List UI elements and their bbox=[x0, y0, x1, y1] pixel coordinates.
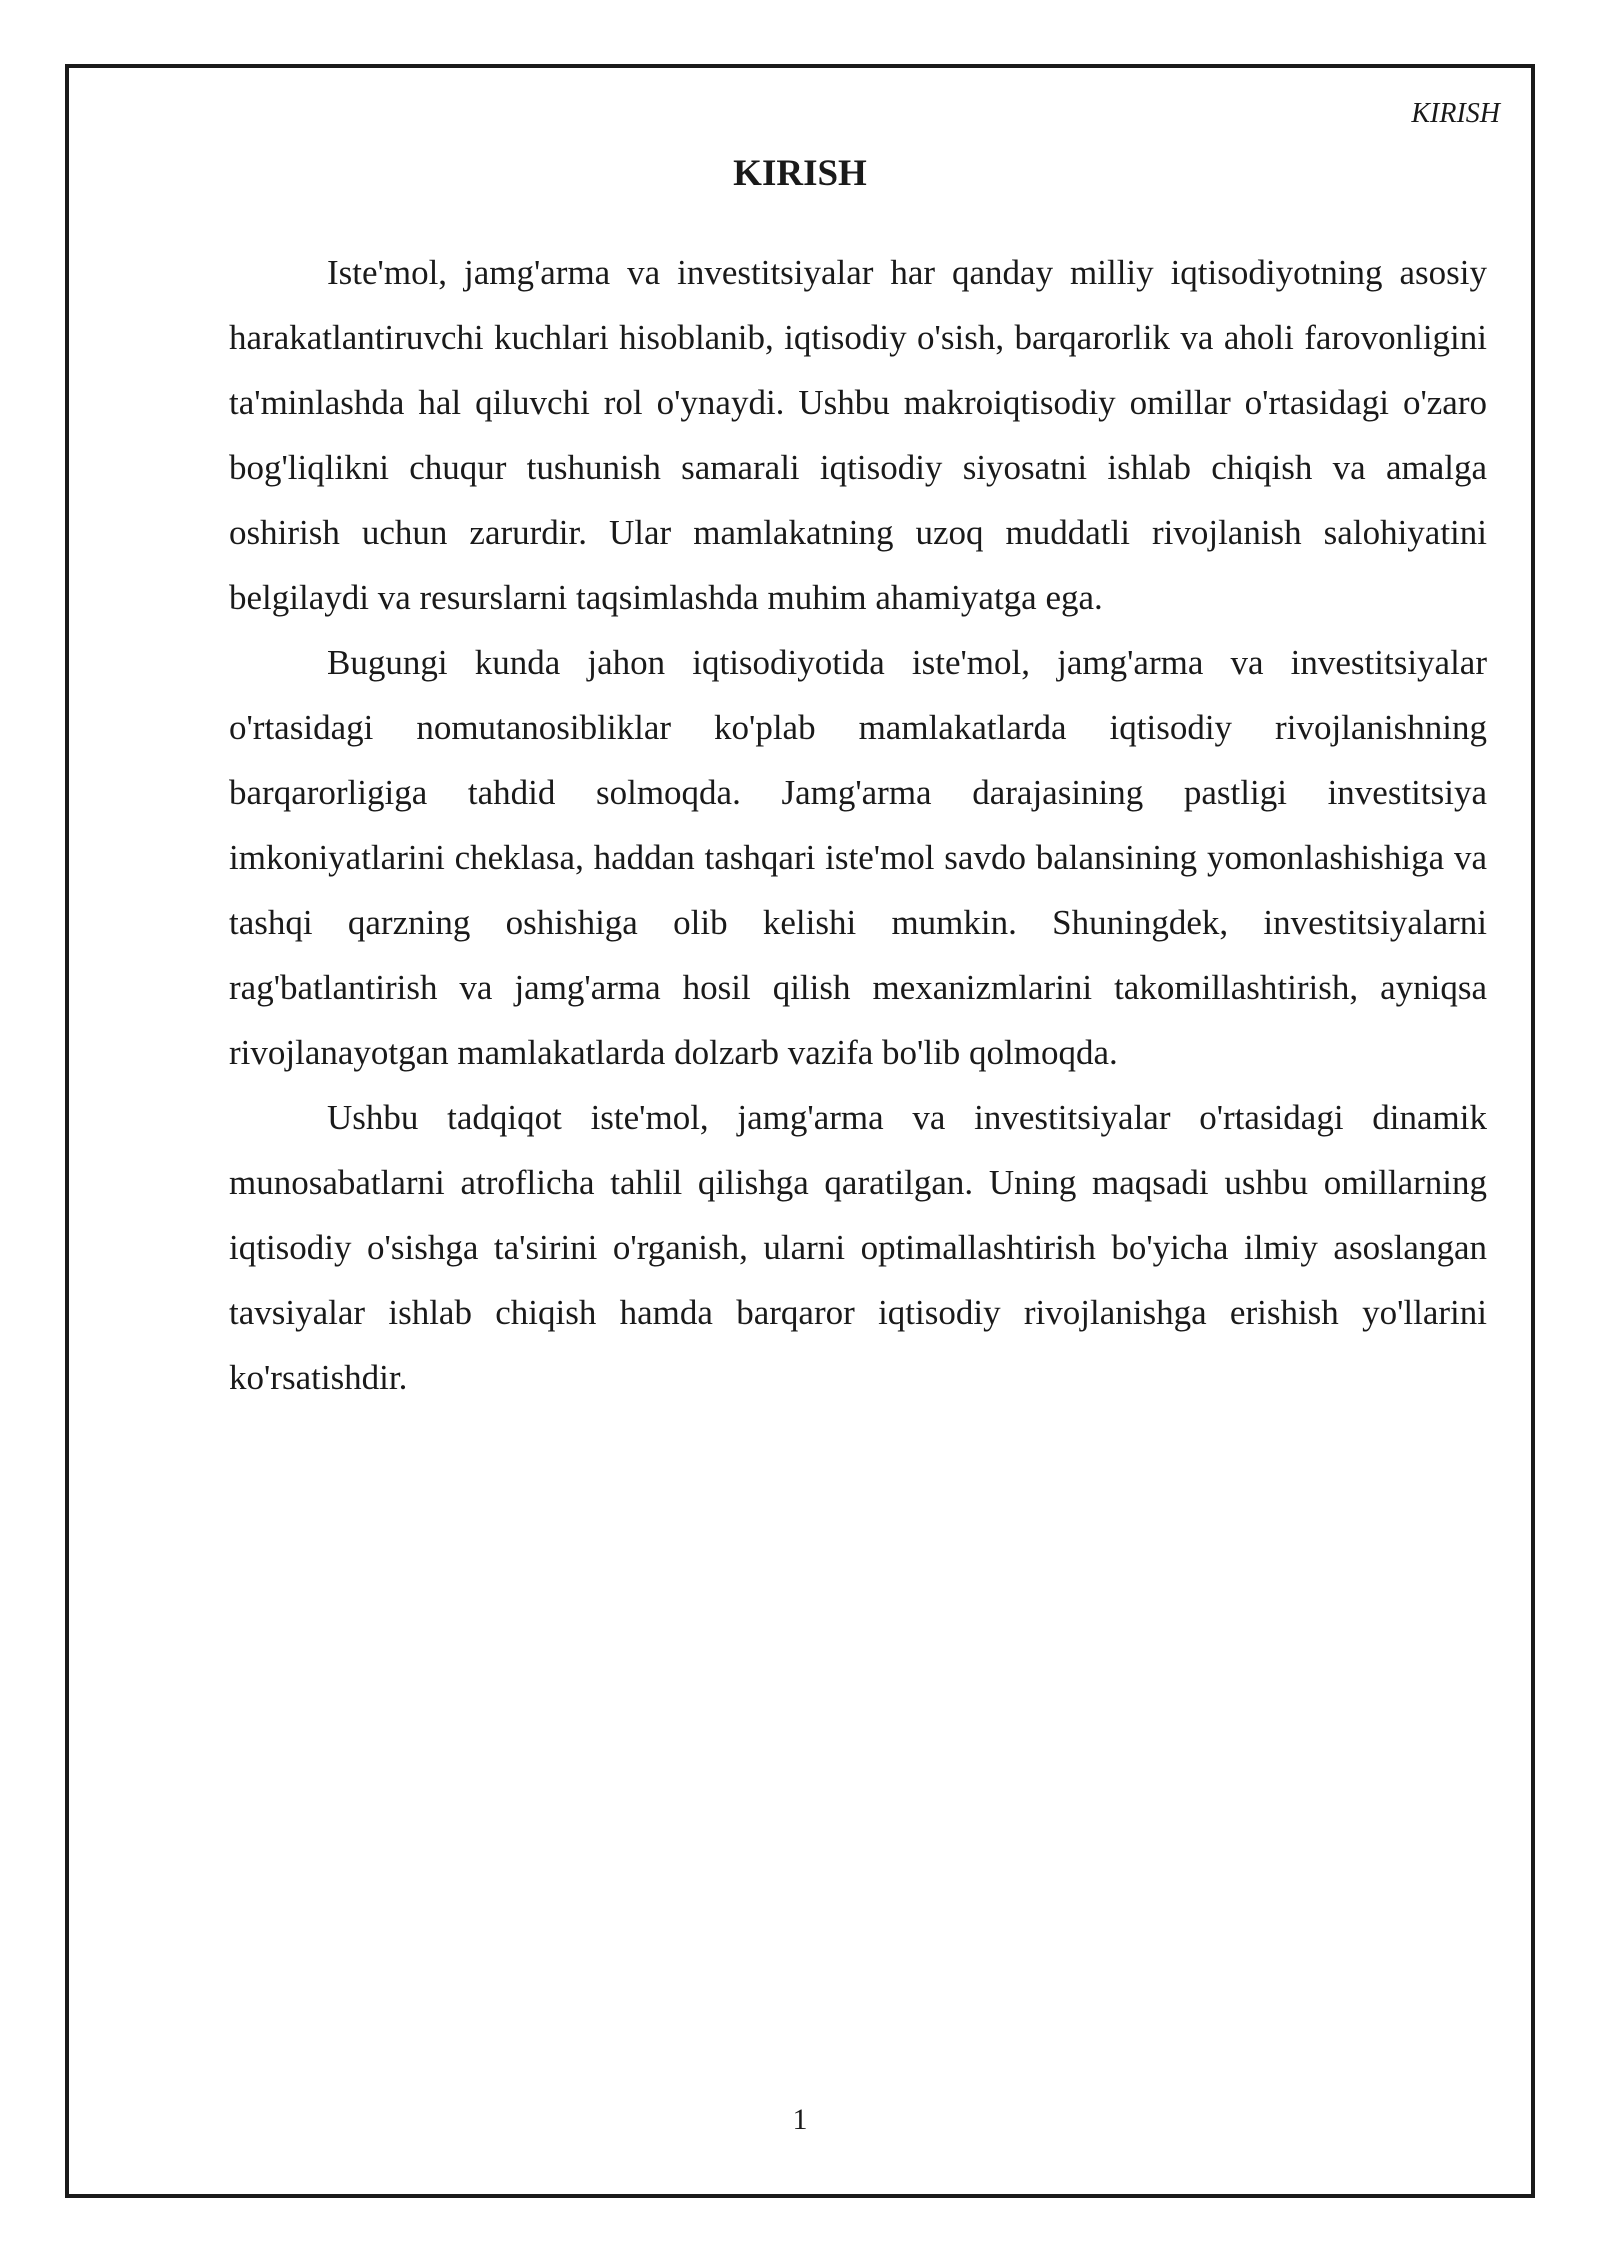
chapter-title: KIRISH bbox=[733, 153, 867, 194]
paragraph-3: Ushbu tadqiqot iste'mol, jamg'arma va investitsiyalar o'rtasidagi dinamik munosabatlarni atroflicha tahlil qilishga qaratilgan. Uning maqsadi ushbu omillarning iqtisodiy o'sishga ta'sirini o'rganish, ularni optimallashtirish bo'yicha ilmiy asoslangan tavsiyalar ishlab chiqish hamda barqaror iqtisodiy rivojlanishga erishish yo'llarini ko'rsatishdir. bbox=[229, 1098, 1487, 1397]
running-header: KIRISH bbox=[1411, 98, 1500, 129]
paragraph-2: Bugungi kunda jahon iqtisodiyotida iste'mol, jamg'arma va investitsiyalar o'rtasidagi nomutanosibliklar ko'plab mamlakatlarda iqtisodiy rivojlanishning barqarorligiga tahdid solmoqda. Jamg'arma darajasining pastligi investitsiya imkoniyatlarini cheklasa, haddan tashqari iste'mol savdo balansining yomonlashishiga va tashqi qarzning oshishiga olib kelishi mumkin. Shuningdek, investitsiyalarni rag'batlantirish va jamg'arma hosil qilish mexanizmlarini takomillashtirish, ayniqsa rivojlanayotgan mamlakatlarda dolzarb vazifa bo'lib qolmoqda. bbox=[229, 643, 1487, 1072]
paragraph-1: Iste'mol, jamg'arma va investitsiyalar har qanday milliy iqtisodiyotning asosiy harakatlantiruvchi kuchlari hisoblanib, iqtisodiy o'sish, barqarorlik va aholi farovonligini ta'minlashda hal qiluvchi rol o'ynaydi. Ushbu makroiqtisodiy omillar o'rtasidagi o'zaro bog'liqlikni chuqur tushunish samarali iqtisodiy siyosatni ishlab chiqish va amalga oshirish uchun zarurdir. Ular mamlakatning uzoq muddatli rivojlanish salohiyatini belgilaydi va resurslarni taqsimlashda muhim ahamiyatga ega. bbox=[229, 253, 1487, 617]
body-text bbox=[229, 240, 1487, 1410]
page-number: 1 bbox=[792, 2103, 808, 2136]
